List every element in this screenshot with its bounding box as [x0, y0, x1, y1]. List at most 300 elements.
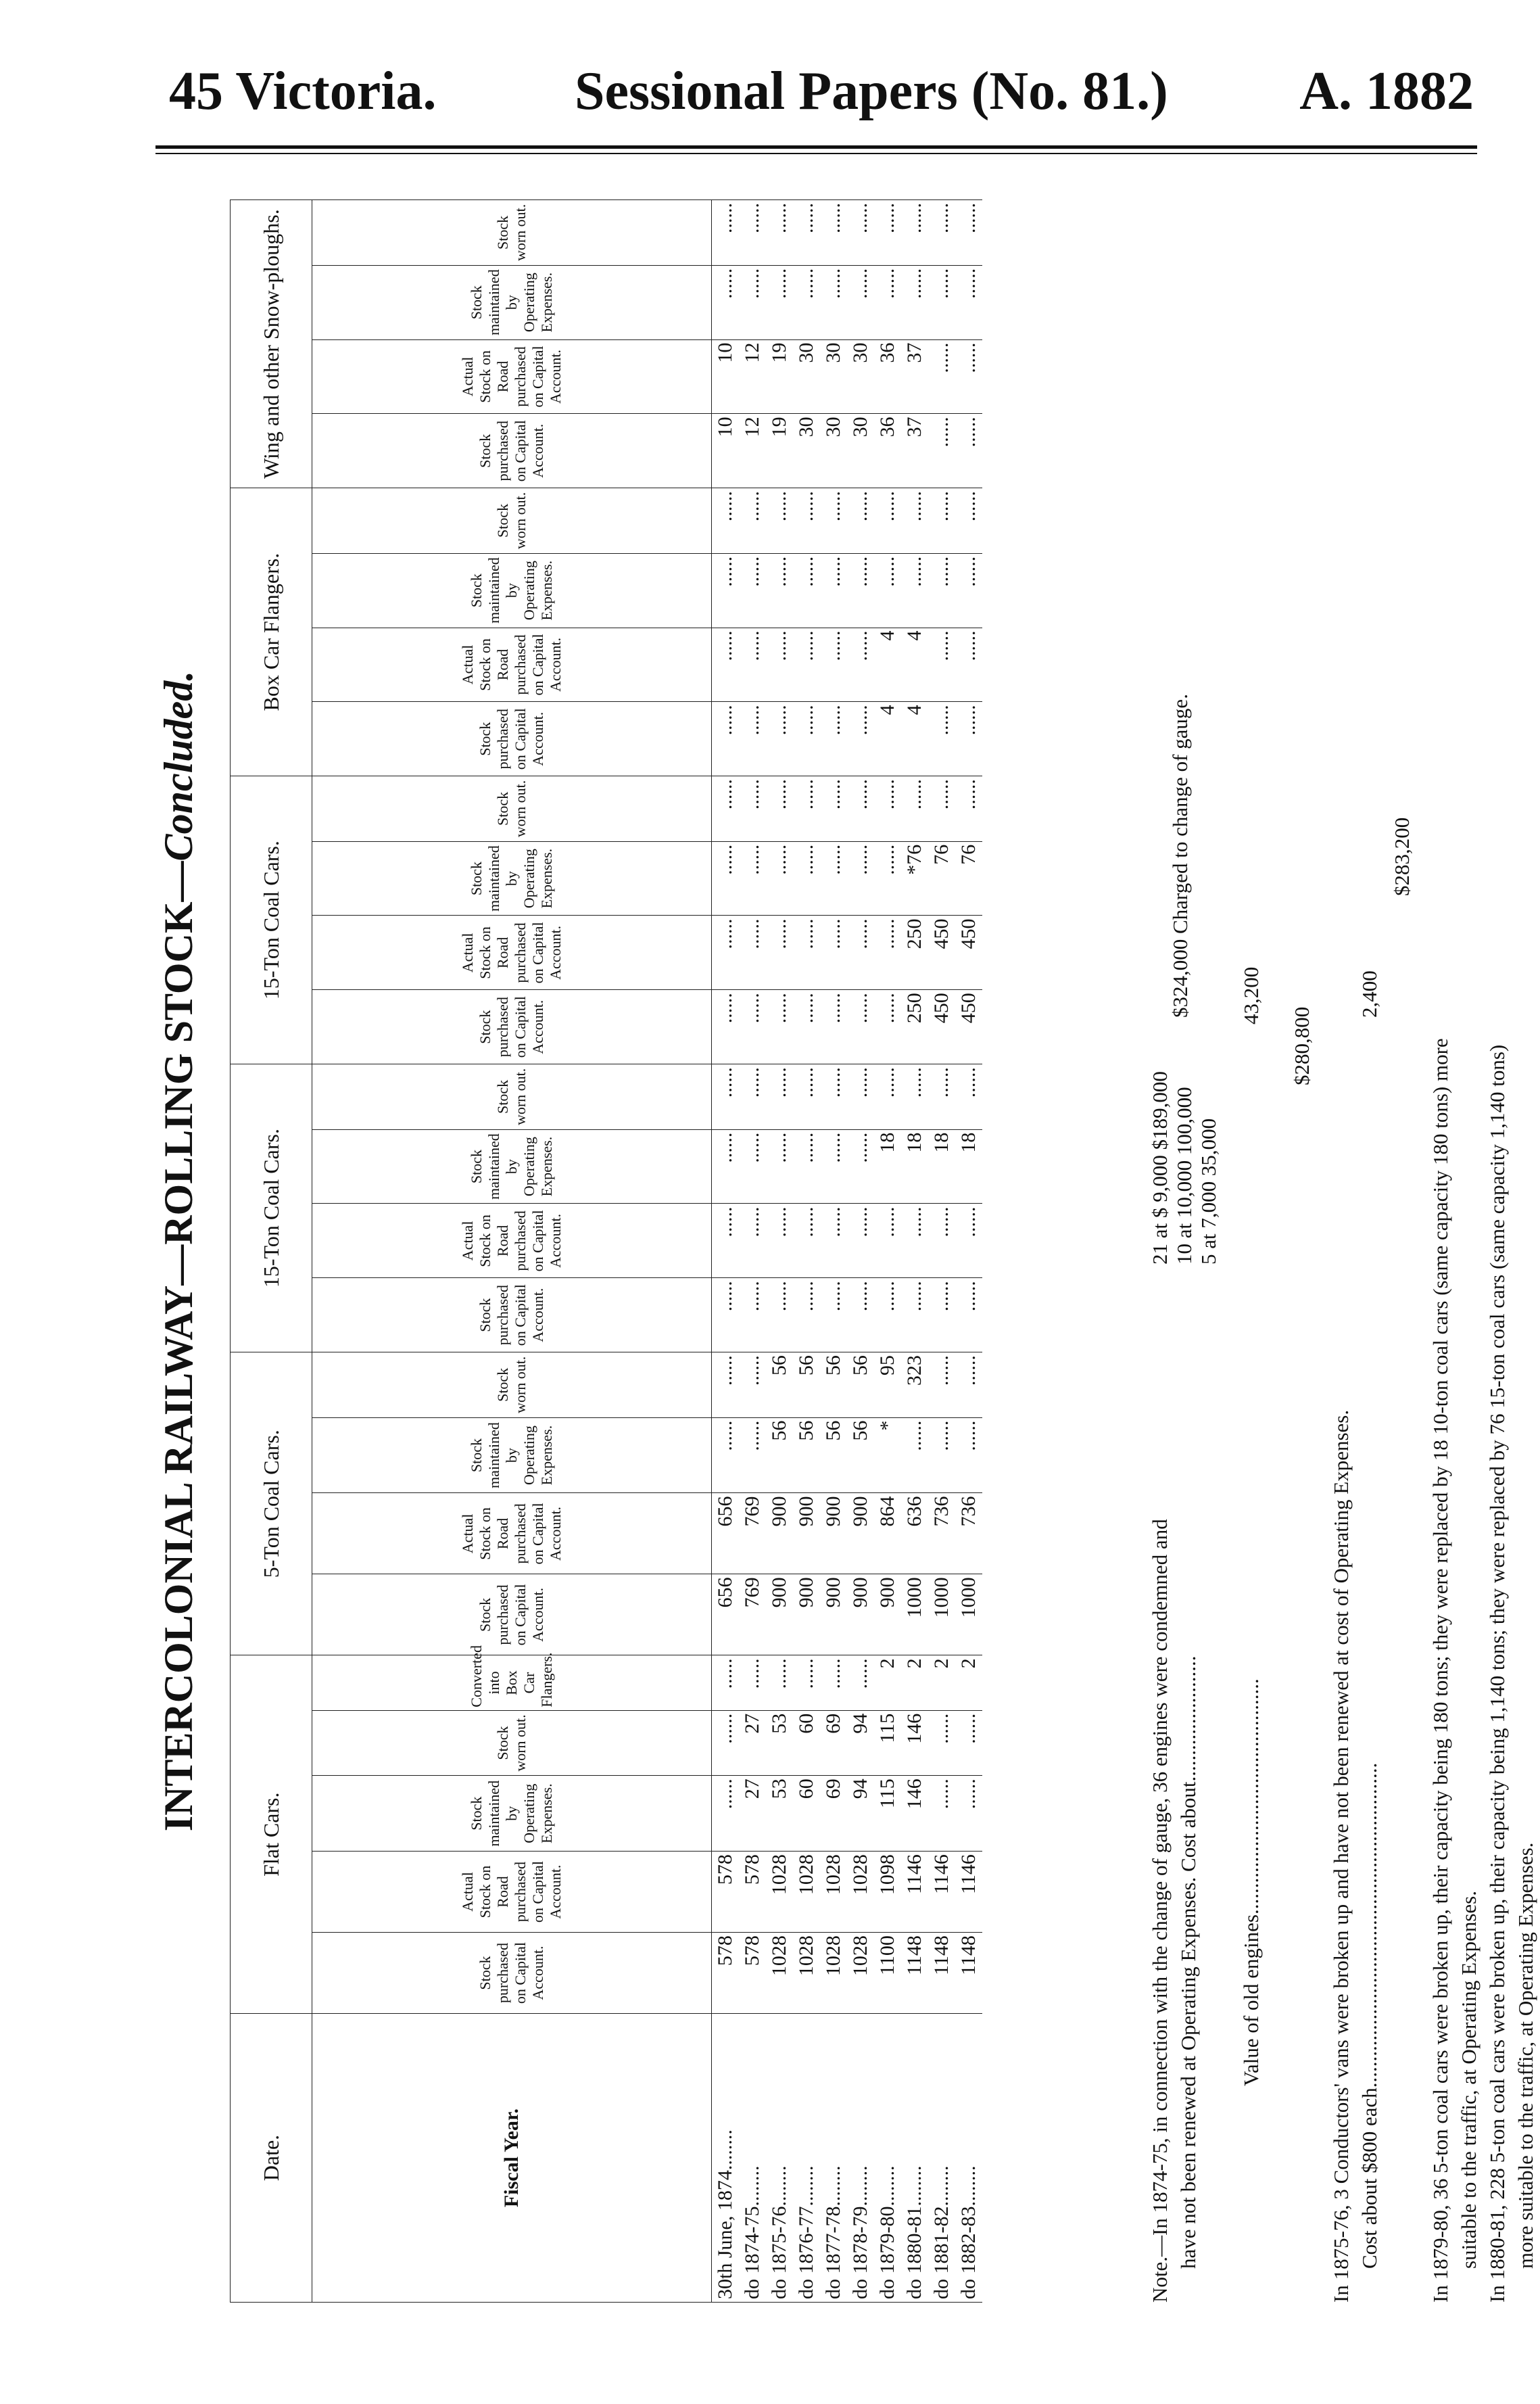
table-cell: ...... — [928, 200, 955, 266]
header-rule — [155, 145, 1477, 149]
table-cell: ...... — [928, 1278, 955, 1352]
table-cell: 1148 — [901, 1933, 928, 2014]
table-cell: 2 — [874, 1655, 901, 1710]
table-cell: ...... — [847, 776, 874, 842]
table-cell: ...... — [820, 1655, 847, 1710]
note-1-line-1: Note.—In 1874-75, in connection with the change of gauge, 36 engines were condemned and — [1148, 1519, 1172, 2303]
table-cell: 18 — [928, 1129, 955, 1204]
table-cell: ...... — [712, 702, 740, 776]
table-cell: ...... — [955, 628, 982, 702]
table-cell: 60 — [793, 1776, 820, 1852]
table-cell: 1028 — [847, 1852, 874, 1933]
table-cell: ...... — [820, 702, 847, 776]
table-cell: 94 — [847, 1710, 874, 1776]
table-cell: 250 — [901, 916, 928, 990]
table-cell: ...... — [955, 488, 982, 554]
table-row — [874, 200, 901, 2303]
table-cell: ...... — [793, 776, 820, 842]
table-cell: ...... — [928, 702, 955, 776]
table-cell: ...... — [928, 1776, 955, 1852]
table-cell: ...... — [901, 1278, 928, 1352]
table-cell: ...... — [712, 1417, 740, 1493]
column-header: Stock maintained by Operating Expenses. — [312, 1417, 712, 1493]
column-header: Actual Stock on Road purchased on Capital Account. — [312, 1204, 712, 1278]
header-papers: Sessional Papers (No. 81.) — [575, 62, 1168, 121]
row-date: do 1878-79........ — [847, 2014, 874, 2303]
table-cell: 18 — [901, 1129, 928, 1204]
table-cell: ...... — [739, 1064, 766, 1130]
engine-cost-line-3: 5 at 7,000 35,000 — [1197, 1118, 1220, 1265]
column-header: Actual Stock on Road purchased on Capital Account. — [312, 1852, 712, 1933]
column-header: Stock maintained by Operating Expenses. — [312, 265, 712, 339]
table-cell: 30 — [793, 339, 820, 414]
column-header: Stock maintained by Operating Expenses. — [312, 1776, 712, 1852]
table-cell: ...... — [820, 776, 847, 842]
table-cell: ...... — [712, 1776, 740, 1852]
table-cell: ...... — [766, 488, 793, 554]
table-cell: ...... — [793, 1278, 820, 1352]
table-cell: ...... — [766, 990, 793, 1064]
table-cell: ...... — [847, 841, 874, 916]
subtotal-1: $280,800 — [1290, 1006, 1314, 1085]
note-2-line-1: In 1875-76, 3 Conductors' vans were broken up and have not been renewed at cost of Operating Expenses. — [1329, 1409, 1353, 2303]
table-cell: 12 — [739, 414, 766, 488]
table-cell: ...... — [766, 702, 793, 776]
table-cell: 94 — [847, 1776, 874, 1852]
table-cell: ...... — [955, 1776, 982, 1852]
table-row — [820, 200, 847, 2303]
engine-cost-line-2: 10 at 10,000 100,000 — [1172, 1087, 1196, 1265]
rolling-stock-table — [230, 199, 982, 2303]
table-cell: 76 — [928, 841, 955, 916]
table-cell: ...... — [712, 1204, 740, 1278]
fiscal-year-header: Fiscal Year. — [312, 2014, 712, 2303]
table-cell: 4 — [874, 628, 901, 702]
table-cell: ...... — [847, 628, 874, 702]
table-cell: ...... — [712, 1064, 740, 1130]
engine-cost-line-1: 21 at $ 9,000 $189,000 — [1148, 1071, 1172, 1265]
table-cell: 115 — [874, 1776, 901, 1852]
table-cell: ...... — [739, 990, 766, 1064]
table-cell: ...... — [901, 1204, 928, 1278]
table-cell: 30 — [847, 414, 874, 488]
table-cell: ...... — [847, 1064, 874, 1130]
table-cell: ...... — [712, 628, 740, 702]
table-cell: ...... — [766, 1204, 793, 1278]
table-cell: ...... — [874, 488, 901, 554]
table-cell: 95 — [874, 1352, 901, 1418]
table-cell: 37 — [901, 339, 928, 414]
table-cell: ...... — [901, 776, 928, 842]
table-row — [955, 200, 982, 2303]
old-engines-value: 43,200 — [1239, 966, 1263, 1024]
table-cell: 4 — [901, 628, 928, 702]
table-cell: ...... — [955, 339, 982, 414]
table-cell: ...... — [793, 628, 820, 702]
column-header: Stock worn out. — [312, 1352, 712, 1418]
table-cell: ...... — [955, 553, 982, 628]
table-cell: ...... — [928, 628, 955, 702]
table-cell: ...... — [820, 916, 847, 990]
table-cell: 30 — [820, 339, 847, 414]
table-cell: ...... — [712, 776, 740, 842]
table-cell: 146 — [901, 1710, 928, 1776]
table-cell: 450 — [955, 916, 982, 990]
table-cell: 4 — [874, 702, 901, 776]
table-cell: 56 — [766, 1352, 793, 1418]
table-cell: ...... — [820, 553, 847, 628]
table-cell: 115 — [874, 1710, 901, 1776]
table-cell: ...... — [739, 1655, 766, 1710]
table-cell: ...... — [928, 1417, 955, 1493]
table-cell: ...... — [928, 1352, 955, 1418]
table-cell: ...... — [766, 200, 793, 266]
table-cell: ...... — [955, 1710, 982, 1776]
table-cell: ...... — [739, 265, 766, 339]
table-cell: ...... — [766, 776, 793, 842]
note-3-line-1: In 1879-80, 36 5-ton coal cars were broken up, their capacity being 180 tons; they were replaced by 18 10-ton coal cars (same capacity 180 tons) more — [1428, 1038, 1452, 2303]
table-cell: 30 — [847, 339, 874, 414]
rotated-table-page — [155, 199, 1537, 2303]
page-header — [169, 61, 1474, 135]
table-cell: 900 — [793, 1493, 820, 1574]
table-row — [793, 200, 820, 2303]
table-cell: ...... — [955, 265, 982, 339]
table-cell: 1146 — [955, 1852, 982, 1933]
table-cell: 18 — [955, 1129, 982, 1204]
column-header: Stock purchased on Capital Account. — [312, 1574, 712, 1655]
table-cell: ...... — [712, 916, 740, 990]
note-4-line-2: more suitable to the traffic, at Operating Expenses. — [1514, 1842, 1537, 2269]
table-cell: ...... — [766, 1129, 793, 1204]
subtotal-2: $283,200 — [1390, 817, 1414, 896]
table-cell: ...... — [955, 702, 982, 776]
row-date: do 1877-78........ — [820, 2014, 847, 2303]
table-cell: 53 — [766, 1776, 793, 1852]
table-cell: ...... — [793, 990, 820, 1064]
table-cell: ...... — [820, 990, 847, 1064]
table-cell: ...... — [712, 488, 740, 554]
table-cell: ...... — [793, 841, 820, 916]
table-cell: ...... — [901, 553, 928, 628]
title-suffix: Concluded. — [156, 670, 201, 862]
table-cell: ...... — [712, 553, 740, 628]
table-body — [712, 200, 983, 2303]
table-cell: ...... — [847, 1278, 874, 1352]
table-cell: 1146 — [901, 1852, 928, 1933]
table-cell: ...... — [766, 628, 793, 702]
table-row — [766, 200, 793, 2303]
table-cell: ...... — [874, 841, 901, 916]
table-row — [739, 200, 766, 2303]
column-header: Converted into Box Car Flangers. — [312, 1655, 712, 1710]
table-cell: 10 — [712, 414, 740, 488]
table-cell: 18 — [874, 1129, 901, 1204]
table-cell: ...... — [874, 1064, 901, 1130]
table-cell: 2 — [955, 1655, 982, 1710]
table-cell: ...... — [793, 1064, 820, 1130]
table-cell: ...... — [928, 1064, 955, 1130]
table-cell: ...... — [955, 1064, 982, 1130]
table-cell: ...... — [739, 776, 766, 842]
table-cell: 12 — [739, 339, 766, 414]
table-cell: 578 — [739, 1933, 766, 2014]
table-cell: ...... — [847, 553, 874, 628]
table-cell: ...... — [928, 339, 955, 414]
table-cell: ...... — [928, 488, 955, 554]
table-cell: 69 — [820, 1710, 847, 1776]
table-row — [847, 200, 874, 2303]
column-header: Stock purchased on Capital Account. — [312, 1933, 712, 2014]
column-header: Stock maintained by Operating Expenses. — [312, 1129, 712, 1204]
table-cell: ...... — [955, 776, 982, 842]
table-row — [712, 200, 740, 2303]
table-cell: 76 — [955, 841, 982, 916]
table-cell: 578 — [712, 1852, 740, 1933]
table-cell: ...... — [712, 200, 740, 266]
table-cell: ...... — [739, 1417, 766, 1493]
table-cell: ...... — [766, 553, 793, 628]
note-3-line-2: suitable to the traffic, at Operating Expenses. — [1457, 1891, 1481, 2269]
table-cell: ...... — [928, 1204, 955, 1278]
group-15-ton-coal-cars-b: 15-Ton Coal Cars. — [231, 776, 312, 1064]
table-cell: ...... — [901, 200, 928, 266]
table-cell: ...... — [820, 1204, 847, 1278]
table-cell: ...... — [712, 1129, 740, 1204]
table-cell: ...... — [955, 1204, 982, 1278]
table-cell: ...... — [928, 1710, 955, 1776]
row-date: do 1876-77........ — [793, 2014, 820, 2303]
column-header: Stock worn out. — [312, 776, 712, 842]
table-cell: 2 — [901, 1655, 928, 1710]
table-cell: ...... — [793, 265, 820, 339]
table-cell: ...... — [928, 776, 955, 842]
table-title — [155, 199, 202, 2303]
table-cell: ...... — [793, 1655, 820, 1710]
table-cell: 1028 — [766, 1933, 793, 2014]
table-cell: 1028 — [793, 1933, 820, 2014]
group-5-ton-coal-cars: 5-Ton Coal Cars. — [231, 1352, 312, 1655]
table-cell: ...... — [820, 488, 847, 554]
table-cell: ...... — [847, 702, 874, 776]
table-cell: ...... — [793, 1204, 820, 1278]
table-cell: ...... — [847, 1655, 874, 1710]
table-cell: ...... — [793, 702, 820, 776]
note-4-line-1: In 1880-81, 228 5-ton coal cars were broken up, their capacity being 1,140 tons; they were replaced by 76 15-ton coal cars (same capacity 1,140 tons) — [1485, 1044, 1509, 2303]
table-cell: 450 — [955, 990, 982, 1064]
table-cell: ...... — [739, 702, 766, 776]
table-row — [901, 200, 928, 2303]
table-cell: ...... — [847, 488, 874, 554]
table-cell: 36 — [874, 414, 901, 488]
table-cell: ...... — [793, 200, 820, 266]
note-1-line-2: have not been renewed at Operating Expenses. Cost about........................ — [1176, 1655, 1200, 2269]
row-date: do 1881-82........ — [928, 2014, 955, 2303]
table-cell: 1148 — [955, 1933, 982, 2014]
row-date: 30th June, 1874........ — [712, 2014, 740, 2303]
table-cell: ...... — [955, 414, 982, 488]
table-cell: ...... — [712, 1710, 740, 1776]
table-cell: ...... — [928, 414, 955, 488]
table-cell: ...... — [820, 200, 847, 266]
table-cell: ...... — [847, 200, 874, 266]
table-cell: 146 — [901, 1776, 928, 1852]
table-cell: ...... — [847, 1129, 874, 1204]
table-cell: 56 — [847, 1352, 874, 1418]
table-cell: ...... — [874, 1204, 901, 1278]
table-cell: 56 — [793, 1352, 820, 1418]
table-cell: 56 — [793, 1417, 820, 1493]
table-cell: 900 — [793, 1574, 820, 1655]
table-cell: ...... — [955, 1278, 982, 1352]
table-cell: 769 — [739, 1574, 766, 1655]
table-cell: ...... — [874, 990, 901, 1064]
table-cell: ...... — [820, 1064, 847, 1130]
group-snow-ploughs: Wing and other Snow-ploughs. — [231, 200, 312, 488]
table-cell: ...... — [712, 990, 740, 1064]
title-main: INTERCOLONIAL RAILWAY—ROLLING STOCK— — [156, 861, 201, 1832]
table-cell: 1100 — [874, 1933, 901, 2014]
table-cell: *76 — [901, 841, 928, 916]
table-cell: 578 — [712, 1933, 740, 2014]
charged-to-gauge: $324,000 Charged to change of gauge. — [1168, 694, 1192, 1018]
table-cell: ...... — [766, 916, 793, 990]
table-cell: 56 — [820, 1417, 847, 1493]
table-cell: ...... — [766, 1064, 793, 1130]
table-cell: ...... — [739, 1204, 766, 1278]
table-cell: 56 — [766, 1417, 793, 1493]
table-cell: ...... — [766, 265, 793, 339]
table-cell: 1098 — [874, 1852, 901, 1933]
table-cell: ...... — [739, 553, 766, 628]
table-cell: ...... — [928, 265, 955, 339]
table-cell: 900 — [766, 1574, 793, 1655]
table-cell: 19 — [766, 339, 793, 414]
table-cell: 656 — [712, 1574, 740, 1655]
table-cell: 1028 — [820, 1933, 847, 2014]
table-cell: 736 — [955, 1493, 982, 1574]
column-header: Stock worn out. — [312, 200, 712, 266]
table-cell: ...... — [793, 553, 820, 628]
table-cell: ...... — [793, 488, 820, 554]
column-header: Stock maintained by Operating Expenses. — [312, 553, 712, 628]
table-cell: ...... — [874, 1278, 901, 1352]
table-cell: 1028 — [793, 1852, 820, 1933]
header-year: A. 1882 — [1299, 62, 1474, 121]
table-cell: 1028 — [847, 1933, 874, 2014]
table-cell: ...... — [820, 628, 847, 702]
table-cell: 736 — [928, 1493, 955, 1574]
table-cell: ...... — [820, 1278, 847, 1352]
table-cell: 27 — [739, 1710, 766, 1776]
table-cell: ...... — [847, 1204, 874, 1278]
row-date: do 1879-80........ — [874, 2014, 901, 2303]
table-cell: 1000 — [928, 1574, 955, 1655]
table-cell: ...... — [712, 1278, 740, 1352]
old-engines-label: Value of old engines............................................. — [1239, 1678, 1263, 2086]
table-cell: ...... — [847, 916, 874, 990]
table-cell: ...... — [793, 1129, 820, 1204]
table-cell: 1000 — [955, 1574, 982, 1655]
group-flat-cars: Flat Cars. — [231, 1655, 312, 2014]
table-cell: ...... — [766, 1278, 793, 1352]
table-cell: ...... — [739, 1352, 766, 1418]
table-cell: ...... — [739, 488, 766, 554]
table-cell: ...... — [793, 916, 820, 990]
column-header: Stock purchased on Capital Account. — [312, 414, 712, 488]
column-header: Stock purchased on Capital Account. — [312, 990, 712, 1064]
table-cell: ...... — [766, 1655, 793, 1710]
table-cell: 60 — [793, 1710, 820, 1776]
table-cell: 250 — [901, 990, 928, 1064]
table-cell: ...... — [901, 265, 928, 339]
table-cell: 10 — [712, 339, 740, 414]
table-cell: 37 — [901, 414, 928, 488]
table-cell: 30 — [820, 414, 847, 488]
table-cell: 450 — [928, 916, 955, 990]
table-cell: 636 — [901, 1493, 928, 1574]
table-cell: ...... — [739, 916, 766, 990]
column-header: Stock purchased on Capital Account. — [312, 1278, 712, 1352]
column-header: Actual Stock on Road purchased on Capital Account. — [312, 339, 712, 414]
table-cell: ...... — [847, 265, 874, 339]
table-cell: 450 — [928, 990, 955, 1064]
table-cell: 323 — [901, 1352, 928, 1418]
table-cell: 30 — [793, 414, 820, 488]
table-cell: 900 — [847, 1574, 874, 1655]
header-rule-thin — [155, 153, 1477, 154]
row-date: do 1882-83........ — [955, 2014, 982, 2303]
column-header: Stock purchased on Capital Account. — [312, 702, 712, 776]
table-cell: 769 — [739, 1493, 766, 1574]
column-header: Actual Stock on Road purchased on Capital Account. — [312, 1493, 712, 1574]
table-row — [928, 200, 955, 2303]
header-session: 45 Victoria. — [169, 62, 437, 121]
table-cell: ...... — [847, 990, 874, 1064]
table-cell: 1028 — [766, 1852, 793, 1933]
table-cell: ...... — [901, 1417, 928, 1493]
row-date: do 1874-75........ — [739, 2014, 766, 2303]
table-cell: 900 — [766, 1493, 793, 1574]
table-cell: 27 — [739, 1776, 766, 1852]
table-cell: ...... — [901, 1064, 928, 1130]
table-cell: ...... — [874, 916, 901, 990]
table-cell: ...... — [874, 553, 901, 628]
table-cell: 1000 — [901, 1574, 928, 1655]
table-cell: ...... — [955, 1352, 982, 1418]
table-cell: 900 — [820, 1574, 847, 1655]
table-cell: 1148 — [928, 1933, 955, 2014]
table-cell: ...... — [901, 488, 928, 554]
table-cell: ...... — [955, 1417, 982, 1493]
table-cell: 1146 — [928, 1852, 955, 1933]
table-cell: 900 — [820, 1493, 847, 1574]
table-cell: ...... — [820, 1129, 847, 1204]
column-header: Stock worn out. — [312, 1064, 712, 1130]
table-cell: ...... — [928, 553, 955, 628]
table-cell: ...... — [712, 1655, 740, 1710]
table-cell: ...... — [739, 1278, 766, 1352]
table-cell: 56 — [820, 1352, 847, 1418]
table-cell: ...... — [739, 200, 766, 266]
row-date: do 1880-81........ — [901, 2014, 928, 2303]
table-cell: 56 — [847, 1417, 874, 1493]
column-header: Stock worn out. — [312, 488, 712, 554]
table-cell: ...... — [874, 200, 901, 266]
column-header: Actual Stock on Road purchased on Capital Account. — [312, 628, 712, 702]
table-cell: 2 — [928, 1655, 955, 1710]
table-cell: ...... — [712, 265, 740, 339]
